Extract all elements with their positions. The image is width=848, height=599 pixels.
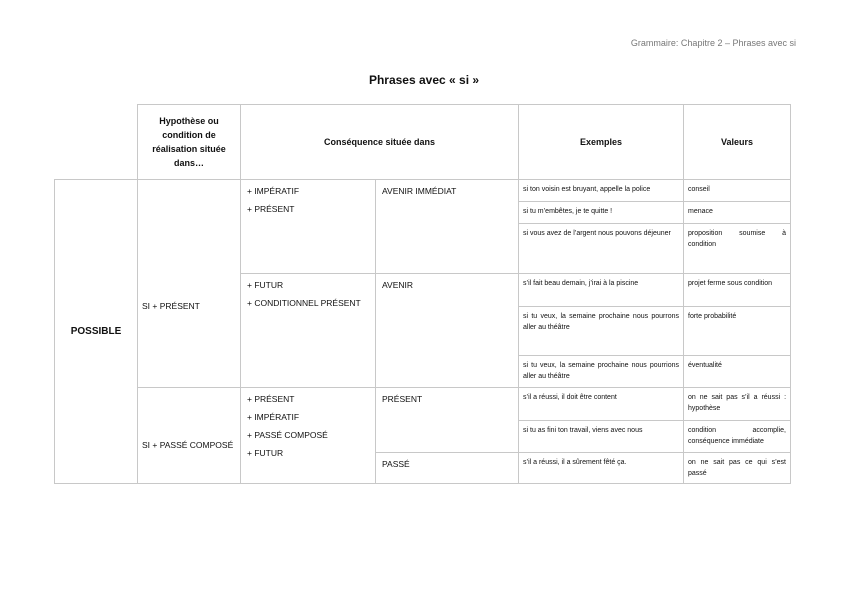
- example-cell: si tu as fini ton travail, viens avec nous: [519, 421, 684, 453]
- header-row: [55, 105, 791, 180]
- value-cell: conseil: [684, 180, 791, 202]
- example-cell: si tu m’embêtes, je te quitte !: [519, 202, 684, 224]
- grammar-table: [54, 104, 791, 484]
- form-item: + IMPÉRATIF: [247, 412, 300, 422]
- forms-cell: [241, 274, 376, 388]
- table-row: [55, 180, 791, 202]
- value-cell: on ne sait pas ce qui s’est passé: [684, 453, 791, 484]
- example-cell: s’il a réussi, il a sûrement fêté ça.: [519, 453, 684, 484]
- hypothese-cell: SI + PRÉSENT: [138, 180, 241, 388]
- hypothese-cell: SI + PASSÉ COMPOSÉ: [138, 388, 241, 484]
- running-header: Grammaire: Chapitre 2 – Phrases avec si: [630, 38, 796, 48]
- page-title: Phrases avec « si »: [368, 73, 480, 87]
- form-item: + PRÉSENT: [247, 394, 295, 404]
- value-cell: éventualité: [684, 356, 791, 388]
- forms-cell: [241, 388, 376, 484]
- example-cell: s’il fait beau demain, j’irai à la piscine: [519, 274, 684, 307]
- form-item: + CONDITIONNEL PRÉSENT: [247, 298, 361, 308]
- example-cell: si ton voisin est bruyant, appelle la police: [519, 180, 684, 202]
- value-cell: on ne sait pas s’il a réussi : hypothèse: [684, 388, 791, 421]
- example-cell: si tu veux, la semaine prochaine nous pourrions aller au théâtre: [519, 356, 684, 388]
- form-item: + IMPÉRATIF: [247, 186, 300, 196]
- value-cell: menace: [684, 202, 791, 224]
- header-valeurs: Valeurs: [684, 105, 791, 180]
- forms-cell: [241, 180, 376, 274]
- example-cell: si tu veux, la semaine prochaine nous pourrons aller au théâtre: [519, 307, 684, 356]
- consequence-cell: AVENIR IMMÉDIAT: [376, 180, 519, 274]
- value-cell: condition accomplie, conséquence immédiate: [684, 421, 791, 453]
- consequence-cell: PASSÉ: [376, 453, 519, 484]
- form-item: + FUTUR: [247, 280, 284, 290]
- header-consequence: Conséquence située dans: [241, 105, 519, 180]
- form-item: + PRÉSENT: [247, 204, 295, 214]
- empty-corner: [55, 105, 138, 180]
- table-row: [55, 388, 791, 421]
- value-cell: forte probabilité: [684, 307, 791, 356]
- value-cell: projet ferme sous condition: [684, 274, 791, 307]
- category-cell: POSSIBLE: [55, 180, 138, 484]
- consequence-cell: PRÉSENT: [376, 388, 519, 453]
- example-cell: s’il a réussi, il doit être content: [519, 388, 684, 421]
- consequence-cell: AVENIR: [376, 274, 519, 388]
- header-exemples: Exemples: [519, 105, 684, 180]
- form-item: + PASSÉ COMPOSÉ: [247, 430, 328, 440]
- form-item: + FUTUR: [247, 448, 284, 458]
- example-cell: si vous avez de l’argent nous pouvons déjeuner: [519, 224, 684, 274]
- header-hypothese: Hypothèse ou condition de réalisation située dans…: [138, 105, 241, 180]
- value-cell: proposition soumise à condition: [684, 224, 791, 274]
